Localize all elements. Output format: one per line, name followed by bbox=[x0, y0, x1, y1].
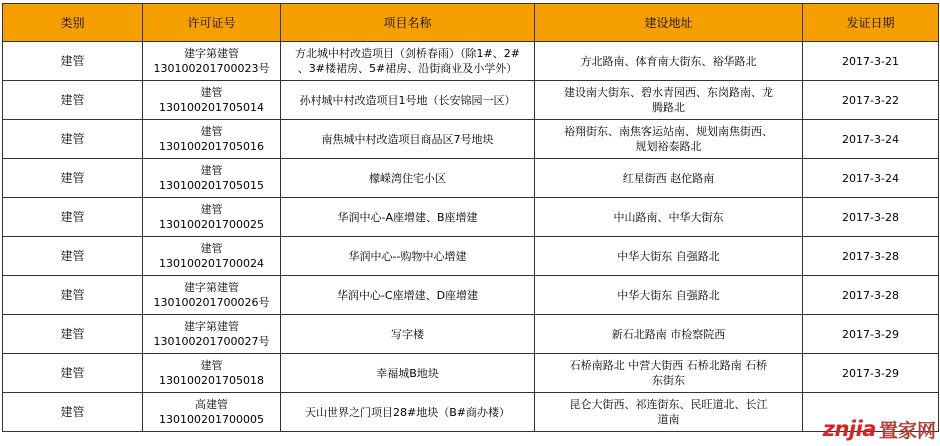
date-cell: 2017-3-28 bbox=[803, 237, 939, 276]
category-cell: 建管 bbox=[3, 315, 143, 354]
license-line: 建管 bbox=[200, 86, 223, 99]
header-date: 发证日期 bbox=[803, 4, 939, 42]
license-cell bbox=[143, 276, 281, 315]
license-line: 130100201705015 bbox=[159, 179, 264, 192]
project-cell bbox=[281, 354, 535, 393]
header-category: 类别 bbox=[3, 4, 143, 42]
license-line: 建管 bbox=[200, 203, 223, 216]
date-cell bbox=[803, 393, 939, 432]
watermark-logo: znjia bbox=[822, 417, 876, 441]
license-cell bbox=[143, 42, 281, 81]
address-cell bbox=[535, 354, 803, 393]
project-cell bbox=[281, 315, 535, 354]
category-cell: 建管 bbox=[3, 393, 143, 432]
license-line: 130100201700023号 bbox=[153, 62, 270, 75]
license-line: 建字第建管 bbox=[184, 281, 239, 294]
project-line: 华润中心-A座增建、B座增建 bbox=[337, 210, 478, 224]
header-address: 建设地址 bbox=[535, 4, 803, 42]
category-cell: 建管 bbox=[3, 120, 143, 159]
category-cell: 建管 bbox=[3, 276, 143, 315]
project-cell bbox=[281, 120, 535, 159]
category-cell: 建管 bbox=[3, 237, 143, 276]
header-row bbox=[3, 4, 939, 42]
project-line: 方北城中村改造项目（剑桥春雨）（除1#、2# bbox=[295, 47, 520, 60]
header-license: 许可证号 bbox=[143, 4, 281, 42]
license-cell bbox=[143, 354, 281, 393]
project-cell bbox=[281, 81, 535, 120]
license-line: 130100201700026号 bbox=[153, 296, 270, 309]
license-cell bbox=[143, 237, 281, 276]
project-cell bbox=[281, 159, 535, 198]
license-cell bbox=[143, 393, 281, 432]
table-row bbox=[3, 393, 939, 432]
project-line: 写字楼 bbox=[391, 327, 424, 341]
project-line: 孙村城中村改造项目1号地（长安锦园一区） bbox=[299, 93, 516, 107]
table-row bbox=[3, 276, 939, 315]
date-cell: 2017-3-22 bbox=[803, 81, 939, 120]
table-row bbox=[3, 315, 939, 354]
project-line: 、3#楼裙房、5#裙房、沿街商业及小学外） bbox=[297, 62, 518, 75]
address-line: 中华大街东 自强路北 bbox=[617, 288, 720, 302]
license-line: 建管 bbox=[200, 125, 223, 138]
license-line: 建管 bbox=[200, 359, 223, 372]
address-cell bbox=[535, 42, 803, 81]
date-cell: 2017-3-28 bbox=[803, 276, 939, 315]
license-line: 建管 bbox=[200, 164, 223, 177]
table-body bbox=[3, 42, 939, 432]
project-line: 华润中心--购物中心增建 bbox=[348, 249, 467, 263]
project-line: 天山世界之门项目28#地块（B#商办楼） bbox=[305, 405, 510, 419]
table-row bbox=[3, 198, 939, 237]
license-line: 130100201700005 bbox=[159, 413, 264, 426]
license-cell bbox=[143, 198, 281, 237]
project-cell bbox=[281, 393, 535, 432]
address-line: 规划裕泰路北 bbox=[635, 140, 702, 153]
license-line: 130100201705016 bbox=[159, 140, 264, 153]
address-cell bbox=[535, 198, 803, 237]
category-cell: 建管 bbox=[3, 354, 143, 393]
permit-table bbox=[2, 3, 939, 432]
date-cell: 2017-3-24 bbox=[803, 120, 939, 159]
address-cell bbox=[535, 120, 803, 159]
address-line: 石桥南路北 中营大街西 石桥北路南 石桥 bbox=[569, 359, 768, 372]
table-row bbox=[3, 120, 939, 159]
table-row bbox=[3, 42, 939, 81]
project-cell bbox=[281, 42, 535, 81]
address-line: 东街东 bbox=[652, 374, 685, 387]
license-cell bbox=[143, 120, 281, 159]
header-project: 项目名称 bbox=[281, 4, 535, 42]
address-line: 建设南大街东、碧水青园西、东岗路南、龙 bbox=[564, 86, 773, 99]
license-cell bbox=[143, 81, 281, 120]
license-cell bbox=[143, 159, 281, 198]
table-row bbox=[3, 159, 939, 198]
address-cell bbox=[535, 237, 803, 276]
address-line: 裕翔街东、南焦客运站南、规划南焦街西、 bbox=[564, 125, 773, 138]
license-cell bbox=[143, 315, 281, 354]
license-line: 130100201705014 bbox=[159, 101, 264, 114]
category-cell: 建管 bbox=[3, 159, 143, 198]
project-line: 南焦城中村改造项目商品区7号地块 bbox=[321, 132, 494, 146]
address-line: 腾路北 bbox=[652, 101, 685, 114]
project-line: 檬嵘湾住宅小区 bbox=[369, 171, 446, 185]
license-line: 130100201700025 bbox=[159, 218, 264, 231]
date-cell: 2017-3-24 bbox=[803, 159, 939, 198]
table-row bbox=[3, 354, 939, 393]
address-cell bbox=[535, 315, 803, 354]
project-cell bbox=[281, 276, 535, 315]
date-cell: 2017-3-29 bbox=[803, 354, 939, 393]
address-cell bbox=[535, 159, 803, 198]
address-line: 红星街西 赵佗路南 bbox=[622, 171, 715, 185]
address-line: 新石北路南 市检察院西 bbox=[611, 327, 726, 341]
date-cell: 2017-3-29 bbox=[803, 315, 939, 354]
category-cell: 建管 bbox=[3, 42, 143, 81]
address-line: 昆仑大街西、祁连街东、民旺道北、长江 bbox=[569, 398, 768, 411]
table-row bbox=[3, 81, 939, 120]
license-line: 建字第建管 bbox=[184, 320, 239, 333]
project-cell bbox=[281, 237, 535, 276]
project-cell bbox=[281, 198, 535, 237]
project-line: 幸福城B地块 bbox=[376, 366, 439, 380]
category-cell: 建管 bbox=[3, 198, 143, 237]
category-cell: 建管 bbox=[3, 81, 143, 120]
license-line: 建字第建管 bbox=[184, 47, 239, 60]
license-line: 建管 bbox=[200, 242, 223, 255]
address-line: 道南 bbox=[657, 413, 680, 426]
address-cell bbox=[535, 276, 803, 315]
address-cell bbox=[535, 81, 803, 120]
address-line: 中山路南、中华大街东 bbox=[613, 210, 724, 224]
license-line: 高建管 bbox=[195, 398, 228, 411]
license-line: 130100201700027号 bbox=[153, 335, 270, 348]
license-line: 130100201700024 bbox=[159, 257, 264, 270]
date-cell: 2017-3-21 bbox=[803, 42, 939, 81]
address-line: 方北路南、体育南大街东、裕华路北 bbox=[580, 54, 757, 68]
project-line: 华润中心-C座增建、D座增建 bbox=[336, 288, 479, 302]
address-cell bbox=[535, 393, 803, 432]
license-line: 130100201705018 bbox=[159, 374, 264, 387]
watermark-text: 置家网 bbox=[878, 419, 936, 442]
table-row bbox=[3, 237, 939, 276]
date-cell: 2017-3-28 bbox=[803, 198, 939, 237]
address-line: 中华大街东 自强路北 bbox=[617, 249, 720, 263]
